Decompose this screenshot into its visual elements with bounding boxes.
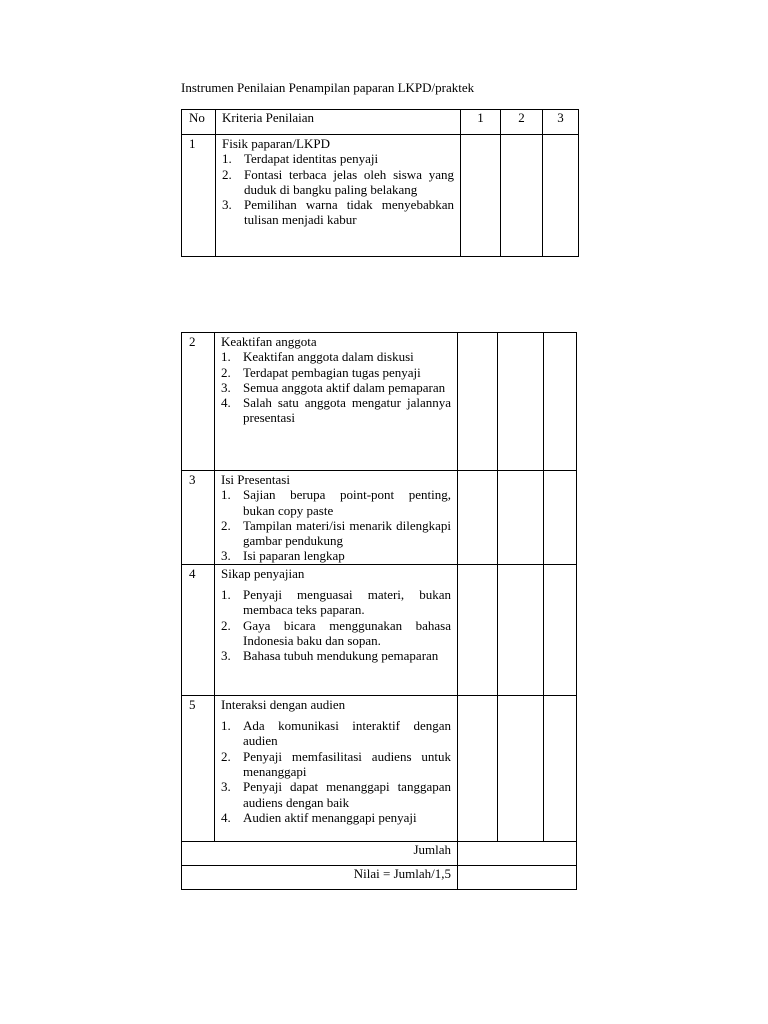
- criterion-item: [221, 349, 451, 364]
- item-number: 2.: [221, 748, 231, 764]
- criterion-items: [221, 587, 451, 663]
- criterion-item: [222, 167, 454, 198]
- item-number: 3.: [221, 379, 231, 395]
- assessment-table-part-1: [181, 109, 579, 257]
- item-number: 4.: [221, 809, 231, 825]
- jumlah-row: [182, 841, 577, 865]
- criterion-number: 4: [182, 564, 215, 695]
- criterion-item: [221, 365, 451, 380]
- item-number: 3.: [222, 197, 232, 213]
- criterion-item: [222, 197, 454, 228]
- criterion-row: [182, 135, 579, 257]
- item-text: Salah satu anggota mengatur jalannya presentasi: [243, 395, 451, 426]
- criterion-items: [221, 487, 451, 563]
- criterion-cell: [215, 695, 458, 841]
- item-number: 1.: [221, 487, 231, 503]
- item-number: 3.: [221, 648, 231, 664]
- item-number: 4.: [221, 395, 231, 411]
- jumlah-value-cell[interactable]: [458, 841, 577, 865]
- item-number: 1.: [221, 718, 231, 734]
- item-number: 3.: [221, 548, 231, 564]
- item-text: Bahasa tubuh mendukung pemaparan: [243, 648, 439, 664]
- item-text: Ada komunikasi interaktif dengan audien: [243, 718, 451, 749]
- criterion-item: [221, 380, 451, 395]
- criterion-row: [182, 471, 577, 565]
- item-text: Gaya bicara menggunakan bahasa Indonesia baku dan sopan.: [243, 617, 451, 648]
- item-text: Terdapat identitas penyaji: [244, 151, 379, 167]
- header-score-1: 1: [461, 110, 501, 135]
- nilai-row: [182, 865, 577, 889]
- item-text: Penyaji dapat menanggapi tanggapan audiens dengan baik: [243, 779, 451, 810]
- criterion-title: Fisik paparan/LKPD: [222, 136, 330, 151]
- criterion-number: 3: [182, 471, 215, 565]
- score-cell-3[interactable]: [544, 471, 577, 565]
- score-cell-3[interactable]: [543, 135, 579, 257]
- criterion-item: [221, 587, 451, 618]
- header-no: No: [182, 110, 216, 135]
- criterion-item: [221, 518, 451, 549]
- score-cell-3[interactable]: [544, 695, 577, 841]
- document-title: Instrumen Penilaian Penampilan paparan LKPD/praktek: [181, 80, 475, 95]
- item-text: Pemilihan warna tidak menyebabkan tulisan menjadi kabur: [244, 197, 454, 228]
- criterion-title: Sikap penyajian: [221, 565, 305, 581]
- item-text: Isi paparan lengkap: [243, 548, 345, 564]
- header-score-2: 2: [501, 110, 543, 135]
- criterion-row: [182, 333, 577, 471]
- item-number: 1.: [221, 587, 231, 603]
- nilai-label: Nilai = Jumlah/1,5: [182, 865, 458, 889]
- criterion-cell: [215, 471, 458, 565]
- score-cell-1[interactable]: [458, 564, 498, 695]
- criterion-item: [221, 618, 451, 649]
- item-text: Fontasi terbaca jelas oleh siswa yang duduk di bangku paling belakang: [244, 166, 454, 197]
- item-number: 1.: [221, 349, 231, 365]
- criterion-items: [221, 349, 451, 425]
- criterion-number: 1: [182, 135, 216, 257]
- score-cell-2[interactable]: [501, 135, 543, 257]
- jumlah-label: Jumlah: [182, 841, 458, 865]
- criterion-number: 2: [182, 333, 215, 471]
- score-cell-2[interactable]: [498, 695, 544, 841]
- item-text: Keaktifan anggota dalam diskusi: [243, 349, 414, 365]
- criterion-row: [182, 695, 577, 841]
- assessment-table-part-2: [181, 332, 577, 890]
- score-cell-2[interactable]: [498, 333, 544, 471]
- item-number: 2.: [222, 166, 232, 182]
- score-cell-1[interactable]: [458, 333, 498, 471]
- criterion-row: [182, 564, 577, 695]
- criterion-number: 5: [182, 695, 215, 841]
- table-header-row: [182, 110, 579, 135]
- item-number: 2.: [221, 617, 231, 633]
- item-text: Terdapat pembagian tugas penyaji: [243, 364, 421, 380]
- item-text: Penyaji menguasai materi, bukan membaca teks paparan.: [243, 587, 451, 618]
- criterion-title: Isi Presentasi: [221, 472, 290, 487]
- item-number: 1.: [222, 151, 232, 167]
- item-number: 2.: [221, 517, 231, 533]
- criterion-cell: [215, 333, 458, 471]
- nilai-value-cell[interactable]: [458, 865, 577, 889]
- criterion-items: [221, 718, 451, 825]
- criterion-item: [221, 487, 451, 518]
- score-cell-2[interactable]: [498, 471, 544, 565]
- criterion-title: Interaksi dengan audien: [221, 696, 346, 712]
- score-cell-1[interactable]: [458, 695, 498, 841]
- item-text: Tampilan materi/isi menarik dilengkapi gambar pendukung: [243, 517, 451, 549]
- score-cell-3[interactable]: [544, 333, 577, 471]
- score-cell-1[interactable]: [458, 471, 498, 565]
- criterion-cell: [215, 564, 458, 695]
- criterion-item: [221, 718, 451, 749]
- item-number: 2.: [221, 364, 231, 380]
- item-text: Audien aktif menanggapi penyaji: [243, 809, 417, 825]
- score-cell-3[interactable]: [544, 564, 577, 695]
- item-text: Sajian berupa point-pont penting, bukan copy paste: [243, 487, 451, 518]
- header-score-3: 3: [543, 110, 579, 135]
- header-criteria: Kriteria Penilaian: [216, 110, 461, 135]
- criterion-item: [221, 810, 451, 825]
- item-number: 3.: [221, 779, 231, 795]
- item-text: Penyaji memfasilitasi audiens untuk menanggapi: [243, 748, 451, 779]
- criterion-item: [221, 395, 451, 426]
- score-cell-1[interactable]: [461, 135, 501, 257]
- item-text: Semua anggota aktif dalam pemaparan: [243, 379, 446, 395]
- criterion-title: Keaktifan anggota: [221, 334, 317, 349]
- criterion-cell: [216, 135, 461, 257]
- criterion-item: [221, 749, 451, 780]
- criterion-item: [221, 648, 451, 663]
- criterion-item: [221, 779, 451, 810]
- criterion-items: [222, 151, 454, 227]
- criterion-item: [221, 548, 451, 563]
- criterion-item: [222, 151, 454, 166]
- score-cell-2[interactable]: [498, 564, 544, 695]
